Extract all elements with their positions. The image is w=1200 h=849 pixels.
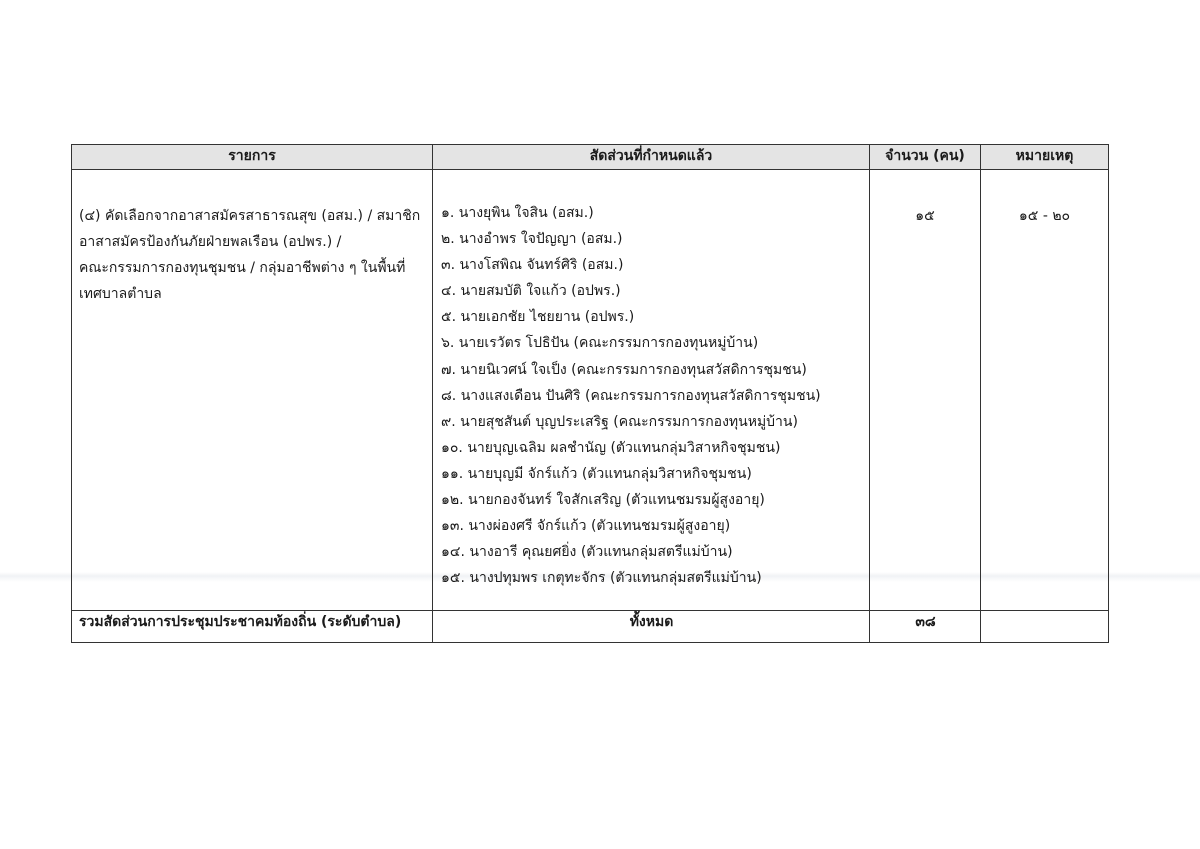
member-item: ๗. นายนิเวศน์ ใจเป็ง (คณะกรรมการกองทุนสวัสดิการชุมชน) (441, 361, 807, 378)
member-item: ๑๒. นายกองจันทร์ ใจสักเสริญ (ตัวแทนชมรมผู้สูงอายุ) (441, 492, 765, 509)
member-item: ๘. นางแสงเดือน ปันศิริ (คณะกรรมการกองทุนสวัสดิการชุมชน) (441, 387, 821, 404)
summary-label: รวมสัดส่วนการประชุมประชาคมท้องถิ่น (ระดับตำบล) (72, 611, 433, 643)
allocation-table (71, 144, 1109, 643)
member-item: ๑๕. นางปทุมพร เกตุทะจักร (ตัวแทนกลุ่มสตรีแม่บ้าน) (441, 570, 762, 587)
header-note: หมายเหตุ (981, 145, 1109, 170)
item-line: (๔) คัดเลือกจากอาสาสมัครสาธารณสุข (อสม.) / สมาชิก (79, 208, 421, 224)
members-cell (433, 170, 870, 611)
member-item: ๙. นายสุชสันต์ บุญประเสริฐ (คณะกรรมการกองทุนหมู่บ้าน) (441, 413, 798, 430)
header-count: จำนวน (คน) (870, 145, 981, 170)
member-item: ๓. นางโสพิณ จันทร์ศิริ (อสม.) (441, 257, 624, 274)
member-item: ๑๑. นายบุญมี จักร์แก้ว (ตัวแทนกลุ่มวิสาหกิจชุมชน) (441, 465, 752, 482)
item-line: เทศบาลตำบล (79, 286, 162, 302)
summary-count: ๓๘ (870, 611, 981, 643)
table-row (72, 170, 1109, 611)
header-allocation: สัดส่วนที่กำหนดแล้ว (433, 145, 870, 170)
table-header-row (72, 145, 1109, 170)
member-item: ๒. นางอำพร ใจปัญญา (อสม.) (441, 231, 623, 248)
member-item: ๑๓. นางผ่องศรี จักร์แก้ว (ตัวแทนชมรมผู้สูงอายุ) (441, 518, 731, 535)
member-item: ๑๐. นายบุญเฉลิม ผลชำนัญ (ตัวแทนกลุ่มวิสาหกิจชุมชน) (441, 439, 781, 456)
count-cell: ๑๕ (870, 170, 981, 611)
summary-note (981, 611, 1109, 643)
summary-row (72, 611, 1109, 643)
member-item: ๖. นายเรวัตร โปธิปัน (คณะกรรมการกองทุนหมู่บ้าน) (441, 335, 759, 352)
member-item: ๑. นางยุพิน ใจสิน (อสม.) (441, 205, 594, 221)
summary-allocation: ทั้งหมด (433, 611, 870, 643)
item-line: อาสาสมัครป้องกันภัยฝ่ายพลเรือน (อปพร.) / (79, 234, 342, 250)
note-cell: ๑๕ - ๒๐ (981, 170, 1109, 611)
item-line: คณะกรรมการกองทุนชุมชน / กลุ่มอาชีพต่าง ๆ ในพื้นที่ (79, 260, 406, 276)
item-cell (72, 170, 433, 611)
member-item: ๑๔. นางอารี คุณยศยิ่ง (ตัวแทนกลุ่มสตรีแม่บ้าน) (441, 544, 733, 561)
header-item: รายการ (72, 145, 433, 170)
member-item: ๔. นายสมบัติ ใจแก้ว (อปพร.) (441, 283, 621, 300)
member-item: ๕. นายเอกชัย ไชยยาน (อปพร.) (441, 309, 635, 326)
